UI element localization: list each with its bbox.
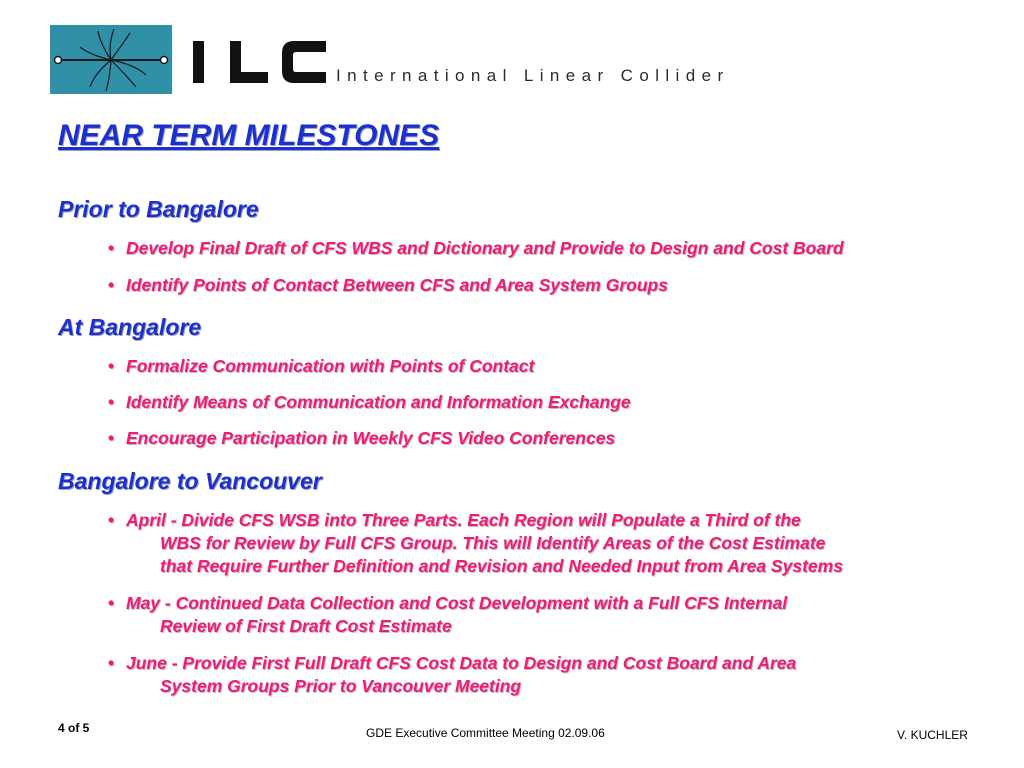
milestone-item	[108, 391, 631, 414]
item-text: May - Continued Data Collection and Cost Development with a Full CFS Internal	[126, 593, 788, 613]
milestone-item	[108, 652, 796, 698]
item-text: Identify Points of Contact Between CFS and Area System Groups	[126, 275, 668, 295]
bullet-icon: •	[108, 428, 115, 448]
section-heading-at-bangalore: At Bangalore	[58, 314, 202, 340]
item-text: System Groups Prior to Vancouver Meeting	[160, 676, 522, 696]
bullet-icon: •	[108, 392, 115, 412]
page-number: 4 of 5	[58, 721, 90, 735]
logo-subtitle: International Linear Collider	[336, 66, 730, 85]
bullet-icon: •	[108, 356, 115, 376]
item-text: that Require Further Definition and Revision and Needed Input from Area Systems	[160, 556, 843, 576]
item-text: June - Provide First Full Draft CFS Cost Data to Design and Cost Board and Area	[126, 653, 797, 673]
item-text: WBS for Review by Full CFS Group. This will Identify Areas of the Cost Estimate	[160, 533, 826, 553]
milestone-item	[108, 509, 843, 578]
item-text: Formalize Communication with Points of Contact	[126, 356, 535, 376]
milestone-item	[108, 355, 534, 378]
ilc-wordmark	[190, 27, 330, 87]
milestone-item	[108, 237, 844, 260]
slide-title: NEAR TERM MILESTONES	[58, 119, 440, 152]
item-text: Encourage Participation in Weekly CFS Video Conferences	[126, 428, 616, 448]
milestone-item	[108, 427, 615, 450]
ilc-logo-graphic	[50, 25, 172, 94]
section-heading-prior-to-bangalore: Prior to Bangalore	[58, 196, 259, 222]
bullet-icon: •	[108, 238, 115, 258]
author-footer: V. KUCHLER	[897, 728, 968, 742]
bullet-icon: •	[108, 275, 115, 295]
item-text: April - Divide CFS WSB into Three Parts. Each Region will Populate a Third of the	[126, 510, 801, 530]
milestone-item	[108, 592, 787, 638]
bullet-icon: •	[108, 653, 115, 673]
item-text: Identify Means of Communication and Information Exchange	[126, 392, 631, 412]
item-text: Develop Final Draft of CFS WBS and Dictionary and Provide to Design and Cost Board	[126, 238, 844, 258]
meeting-footer: GDE Executive Committee Meeting 02.09.06	[366, 726, 605, 740]
item-text: Review of First Draft Cost Estimate	[160, 616, 452, 636]
bullet-icon: •	[108, 510, 115, 530]
section-heading-bangalore-to-vancouver: Bangalore to Vancouver	[58, 468, 322, 494]
milestone-item	[108, 274, 668, 297]
bullet-icon: •	[108, 593, 115, 613]
